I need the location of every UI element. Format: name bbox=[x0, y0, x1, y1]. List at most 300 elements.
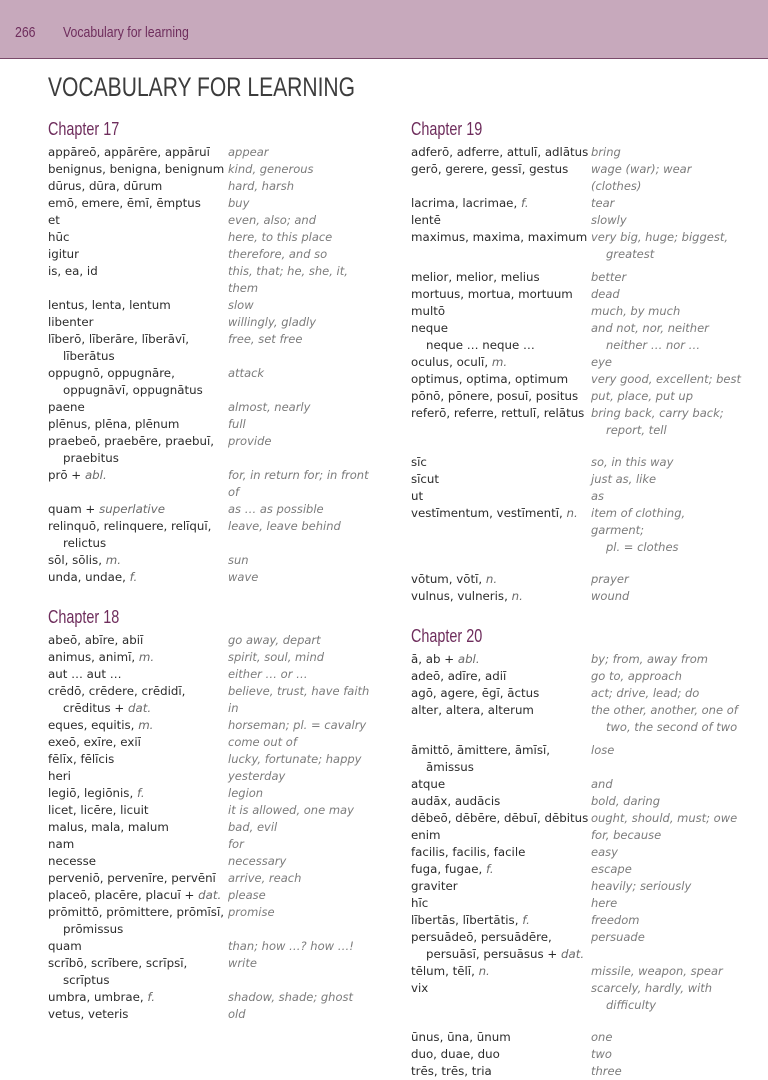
latin-term bbox=[48, 666, 228, 683]
english-gloss bbox=[228, 365, 378, 399]
latin-term-text: sōl, sōlis, bbox=[48, 553, 102, 567]
vocab-entry bbox=[411, 269, 741, 286]
latin-term bbox=[411, 844, 591, 861]
latin-term bbox=[48, 938, 228, 955]
english-gloss bbox=[591, 651, 741, 668]
latin-term-text: legiō, legiōnis, bbox=[48, 786, 134, 800]
vocab-entry bbox=[411, 320, 741, 354]
vocab-entry bbox=[48, 263, 378, 297]
grammar-note: f. bbox=[147, 990, 156, 1004]
latin-term bbox=[48, 501, 228, 518]
english-gloss bbox=[591, 320, 741, 354]
latin-term bbox=[411, 588, 591, 605]
latin-term-text: vix bbox=[411, 981, 429, 995]
vocab-entry bbox=[48, 632, 378, 649]
english-gloss-text: for bbox=[228, 837, 244, 851]
latin-term-text: benignus, benigna, benignum bbox=[48, 162, 225, 176]
vocab-entry bbox=[48, 683, 378, 717]
latin-term-text: dēbeō, dēbēre, dēbuī, dēbitus bbox=[411, 811, 589, 825]
english-gloss bbox=[591, 505, 741, 556]
english-gloss-text: bad, evil bbox=[228, 820, 278, 834]
english-gloss bbox=[591, 229, 741, 263]
latin-term bbox=[48, 1006, 228, 1023]
english-gloss-text: one bbox=[591, 1030, 613, 1044]
latin-term-text: quam + bbox=[48, 502, 96, 516]
english-gloss bbox=[591, 668, 741, 685]
english-gloss-text: legion bbox=[228, 786, 264, 800]
english-gloss bbox=[591, 303, 741, 320]
english-gloss-text: lose bbox=[591, 743, 615, 757]
latin-term bbox=[48, 246, 228, 263]
english-gloss bbox=[591, 354, 741, 371]
latin-term bbox=[48, 297, 228, 314]
grammar-note: m. bbox=[138, 718, 154, 732]
latin-term bbox=[48, 161, 228, 178]
latin-term-text: melior, melior, melius bbox=[411, 270, 540, 284]
english-gloss-text: for, in return for; in front of bbox=[228, 468, 369, 499]
latin-term-text: sīcut bbox=[411, 472, 440, 486]
english-gloss-text: as bbox=[591, 489, 605, 503]
vocab-entry bbox=[48, 501, 378, 518]
english-gloss bbox=[228, 569, 378, 586]
english-gloss-text: very good, excellent; best bbox=[591, 372, 741, 386]
vocab-entry bbox=[48, 518, 378, 552]
grammar-note: f. bbox=[136, 786, 145, 800]
english-gloss bbox=[591, 144, 741, 161]
grammar-note: f. bbox=[520, 196, 529, 210]
english-gloss-text: old bbox=[228, 1007, 246, 1021]
english-gloss-text: wound bbox=[591, 589, 630, 603]
english-gloss-text: lucky, fortunate; happy bbox=[228, 752, 362, 766]
english-gloss bbox=[591, 588, 741, 605]
english-gloss bbox=[228, 467, 378, 501]
latin-term bbox=[48, 365, 228, 399]
latin-term-text: unda, undae, bbox=[48, 570, 126, 584]
vocab-entry bbox=[411, 388, 741, 405]
vocab-entry bbox=[48, 569, 378, 586]
english-gloss-text: by; from, away from bbox=[591, 652, 708, 666]
latin-term bbox=[48, 649, 228, 666]
english-gloss-text: arrive, reach bbox=[228, 871, 302, 885]
vocab-entry bbox=[48, 955, 378, 989]
english-gloss bbox=[591, 571, 741, 588]
vocab-entry bbox=[411, 793, 741, 810]
latin-term-text: malus, mala, malum bbox=[48, 820, 169, 834]
grammar-note: m. bbox=[491, 355, 508, 369]
vocab-entry bbox=[48, 989, 378, 1006]
latin-term bbox=[411, 354, 591, 371]
latin-term-text: facilis, facilis, facile bbox=[411, 845, 526, 859]
latin-term bbox=[411, 742, 591, 776]
latin-term bbox=[411, 471, 591, 488]
latin-term-text: persuādeō, persuādēre, bbox=[411, 930, 552, 944]
english-gloss bbox=[228, 1006, 378, 1023]
english-gloss bbox=[228, 399, 378, 416]
latin-term-text: crēdō, crēdere, crēdidī, bbox=[48, 684, 186, 698]
english-gloss-text: buy bbox=[228, 196, 250, 210]
latin-term bbox=[411, 454, 591, 471]
english-gloss bbox=[591, 488, 741, 505]
latin-term bbox=[48, 955, 228, 989]
vocab-entry bbox=[411, 776, 741, 793]
english-gloss bbox=[228, 161, 378, 178]
english-gloss-text: even, also; and bbox=[228, 213, 316, 227]
english-gloss bbox=[591, 878, 741, 895]
english-gloss-text: shadow, shade; ghost bbox=[228, 990, 354, 1004]
latin-term-continuation: scrīptus bbox=[63, 973, 110, 987]
vocab-entry bbox=[48, 229, 378, 246]
latin-term-text: optimus, optima, optimum bbox=[411, 372, 569, 386]
vocab-entry bbox=[48, 717, 378, 734]
english-gloss-text: attack bbox=[228, 366, 265, 380]
latin-term-text: ut bbox=[411, 489, 424, 503]
grammar-note: m. bbox=[138, 650, 155, 664]
english-gloss bbox=[228, 938, 378, 955]
english-gloss-text: slow bbox=[228, 298, 254, 312]
latin-term bbox=[48, 768, 228, 785]
grammar-note: n. bbox=[511, 589, 523, 603]
english-gloss bbox=[228, 178, 378, 195]
vocab-entry bbox=[48, 212, 378, 229]
latin-term bbox=[48, 331, 228, 365]
english-gloss bbox=[591, 776, 741, 793]
english-gloss-text: here, to this place bbox=[228, 230, 333, 244]
vocab-entry bbox=[411, 488, 741, 505]
latin-term-text: sīc bbox=[411, 455, 427, 469]
latin-term-text: agō, agere, ēgī, āctus bbox=[411, 686, 540, 700]
english-gloss-text: better bbox=[591, 270, 627, 284]
english-gloss bbox=[591, 286, 741, 303]
vocab-section bbox=[411, 118, 741, 605]
latin-term-text: appāreō, appārēre, appāruī bbox=[48, 145, 210, 159]
vocab-entry bbox=[411, 405, 741, 439]
english-gloss-text: necessary bbox=[228, 854, 287, 868]
latin-term-text: lībertās, lībertātis, bbox=[411, 913, 519, 927]
latin-term-continuation: prōmissus bbox=[63, 922, 124, 936]
vocab-entry bbox=[411, 895, 741, 912]
latin-term-text: trēs, trēs, tria bbox=[411, 1064, 492, 1078]
english-gloss-text: easy bbox=[591, 845, 618, 859]
latin-term-text: adferō, adferre, attulī, adlātus bbox=[411, 145, 589, 159]
latin-term-text: is, ea, id bbox=[48, 264, 98, 278]
latin-term-text: multō bbox=[411, 304, 446, 318]
latin-term bbox=[411, 371, 591, 388]
english-gloss-text: almost, nearly bbox=[228, 400, 311, 414]
english-gloss-text: promise bbox=[228, 905, 275, 919]
grammar-note: n. bbox=[485, 572, 498, 586]
latin-term bbox=[411, 776, 591, 793]
page-number: 266 bbox=[15, 24, 36, 41]
vocab-entry bbox=[48, 195, 378, 212]
latin-term-text: prō + bbox=[48, 468, 82, 482]
english-gloss-text: dead bbox=[591, 287, 620, 301]
vocab-entry bbox=[411, 844, 741, 861]
latin-term bbox=[48, 552, 228, 569]
english-gloss bbox=[591, 371, 741, 388]
left-column bbox=[48, 118, 378, 1023]
latin-term bbox=[411, 488, 591, 505]
english-gloss-text: just as, like bbox=[591, 472, 657, 486]
latin-term-text: exeō, exīre, exiī bbox=[48, 735, 141, 749]
grammar-note: f. bbox=[485, 862, 494, 876]
latin-term bbox=[411, 1063, 591, 1080]
english-gloss bbox=[591, 702, 741, 736]
latin-term-continuation: līberātus bbox=[63, 349, 115, 363]
english-gloss bbox=[591, 980, 741, 1014]
latin-term-text: aut … aut … bbox=[48, 667, 122, 681]
english-gloss bbox=[228, 836, 378, 853]
english-gloss-text: escape bbox=[591, 862, 632, 876]
latin-term-text: alter, altera, alterum bbox=[411, 703, 534, 717]
vocab-entry bbox=[48, 649, 378, 666]
english-gloss-text: missile, weapon, spear bbox=[591, 964, 723, 978]
vocab-entry bbox=[48, 768, 378, 785]
english-gloss-text: the other, another, one of bbox=[591, 703, 738, 717]
vocab-entry bbox=[411, 1029, 741, 1046]
latin-term bbox=[411, 229, 591, 263]
latin-term bbox=[411, 388, 591, 405]
english-gloss bbox=[228, 751, 378, 768]
latin-term bbox=[48, 416, 228, 433]
english-gloss-text: it is allowed, one may bbox=[228, 803, 354, 817]
latin-term bbox=[411, 895, 591, 912]
english-gloss-text: this, that; he, she, it, them bbox=[228, 264, 348, 295]
vocab-entry bbox=[411, 702, 741, 736]
english-gloss-text: appear bbox=[228, 145, 269, 159]
latin-term-text: eques, equitis, bbox=[48, 718, 135, 732]
vocab-entry bbox=[411, 963, 741, 980]
latin-term-text: enim bbox=[411, 828, 441, 842]
vocab-entry bbox=[411, 571, 741, 588]
english-gloss bbox=[591, 912, 741, 929]
vocab-entry bbox=[48, 552, 378, 569]
latin-term bbox=[411, 912, 591, 929]
latin-term-continuation: crēditus + bbox=[63, 701, 125, 715]
latin-term-text: libenter bbox=[48, 315, 94, 329]
english-gloss-text: ought, should, must; owe bbox=[591, 811, 738, 825]
latin-term bbox=[48, 433, 228, 467]
english-gloss-text: provide bbox=[228, 434, 272, 448]
vocab-entry bbox=[411, 980, 741, 1014]
english-gloss-text: kind, generous bbox=[228, 162, 314, 176]
latin-term-text: vulnus, vulneris, bbox=[411, 589, 508, 603]
latin-term-text: abeō, abīre, abiī bbox=[48, 633, 144, 647]
vocab-entry bbox=[48, 297, 378, 314]
vocab-entry bbox=[48, 1006, 378, 1023]
vocab-entry bbox=[411, 229, 741, 263]
latin-term bbox=[411, 793, 591, 810]
vocab-entry bbox=[48, 178, 378, 195]
vocab-entry bbox=[48, 416, 378, 433]
english-gloss-text: so, in this way bbox=[591, 455, 674, 469]
latin-term bbox=[48, 195, 228, 212]
latin-term-text: placeō, placēre, placuī + bbox=[48, 888, 195, 902]
english-gloss bbox=[591, 810, 741, 827]
english-gloss-text: for, because bbox=[591, 828, 662, 842]
latin-term bbox=[411, 1046, 591, 1063]
latin-term bbox=[411, 980, 591, 1014]
english-gloss-text: go away, depart bbox=[228, 633, 321, 647]
english-gloss bbox=[228, 853, 378, 870]
english-gloss-text: spirit, soul, mind bbox=[228, 650, 325, 664]
latin-term-text: paene bbox=[48, 400, 85, 414]
latin-term-continuation: oppugnāvī, oppugnātus bbox=[63, 383, 203, 397]
vocab-section bbox=[411, 625, 741, 1080]
english-gloss-text: much, by much bbox=[591, 304, 681, 318]
english-gloss bbox=[228, 989, 378, 1006]
english-gloss bbox=[591, 827, 741, 844]
english-gloss-text: please bbox=[228, 888, 266, 902]
latin-term-text: lentē bbox=[411, 213, 441, 227]
vocab-entry bbox=[411, 742, 741, 776]
latin-term bbox=[48, 569, 228, 586]
latin-term bbox=[411, 1029, 591, 1046]
vocab-entry bbox=[48, 751, 378, 768]
english-gloss bbox=[228, 212, 378, 229]
latin-term bbox=[411, 827, 591, 844]
vocab-entry bbox=[48, 853, 378, 870]
latin-term bbox=[48, 904, 228, 938]
latin-term bbox=[411, 668, 591, 685]
vocab-entry bbox=[48, 161, 378, 178]
vocab-entry bbox=[411, 286, 741, 303]
latin-term-continuation-line bbox=[411, 946, 591, 963]
latin-term bbox=[411, 929, 591, 963]
english-gloss bbox=[228, 314, 378, 331]
vocab-entry bbox=[411, 912, 741, 929]
latin-term bbox=[411, 144, 591, 161]
latin-term-text: oppugnō, oppugnāre, bbox=[48, 366, 175, 380]
english-gloss bbox=[591, 895, 741, 912]
vocab-entry bbox=[48, 144, 378, 161]
english-gloss bbox=[228, 887, 378, 904]
english-gloss-text: heavily; seriously bbox=[591, 879, 692, 893]
grammar-note: n. bbox=[566, 506, 578, 520]
latin-term bbox=[48, 802, 228, 819]
grammar-note: abl. bbox=[457, 652, 480, 666]
vocab-entry bbox=[411, 929, 741, 963]
latin-term-text: hīc bbox=[411, 896, 429, 910]
english-gloss bbox=[228, 666, 378, 683]
latin-term-text: igitur bbox=[48, 247, 79, 261]
latin-term-text: lentus, lenta, lentum bbox=[48, 298, 171, 312]
latin-term-text: perveniō, pervenīre, pervēnī bbox=[48, 871, 216, 885]
latin-term bbox=[48, 467, 228, 501]
english-gloss-text: freedom bbox=[591, 913, 640, 927]
english-gloss-text: and not, nor, neither bbox=[591, 321, 709, 335]
english-gloss bbox=[228, 768, 378, 785]
english-gloss bbox=[228, 501, 378, 518]
vocab-entry bbox=[48, 365, 378, 399]
latin-term bbox=[48, 989, 228, 1006]
english-gloss-text: persuade bbox=[591, 930, 645, 944]
grammar-note: dat. bbox=[198, 888, 222, 902]
vocab-entry bbox=[411, 371, 741, 388]
english-gloss-text: slowly bbox=[591, 213, 627, 227]
english-gloss-text: believe, trust, have faith in bbox=[228, 684, 370, 715]
latin-term bbox=[48, 399, 228, 416]
latin-term bbox=[48, 734, 228, 751]
vocab-entry bbox=[411, 810, 741, 827]
latin-term-text: gerō, gerere, gessī, gestus bbox=[411, 162, 569, 176]
latin-term-text: plēnus, plēna, plēnum bbox=[48, 417, 180, 431]
english-gloss-text: hard, harsh bbox=[228, 179, 295, 193]
latin-term-text: vestīmentum, vestīmentī, bbox=[411, 506, 563, 520]
latin-term bbox=[411, 286, 591, 303]
english-gloss-continuation: two, the second of two bbox=[606, 720, 738, 734]
running-head: Vocabulary for learning bbox=[63, 24, 189, 41]
vocab-entry bbox=[411, 303, 741, 320]
latin-term-text: relinquō, relinquere, relīquī, bbox=[48, 519, 212, 533]
latin-term bbox=[411, 651, 591, 668]
english-gloss-text: willingly, gladly bbox=[228, 315, 317, 329]
latin-term bbox=[411, 878, 591, 895]
latin-term bbox=[48, 212, 228, 229]
english-gloss-text: item of clothing, garment; bbox=[591, 506, 686, 537]
latin-term bbox=[48, 870, 228, 887]
latin-term bbox=[411, 963, 591, 980]
vocab-entry bbox=[411, 471, 741, 488]
latin-term-text: audāx, audācis bbox=[411, 794, 501, 808]
english-gloss bbox=[228, 263, 378, 297]
latin-term bbox=[48, 144, 228, 161]
english-gloss-text: act; drive, lead; do bbox=[591, 686, 700, 700]
latin-term-text: fēlīx, fēlīcis bbox=[48, 752, 115, 766]
english-gloss bbox=[591, 454, 741, 471]
latin-term-text: duo, duae, duo bbox=[411, 1047, 500, 1061]
vocab-entry bbox=[411, 878, 741, 895]
latin-term-text: necesse bbox=[48, 854, 97, 868]
latin-term-text: heri bbox=[48, 769, 71, 783]
latin-term-text: līberō, līberāre, līberāvī, bbox=[48, 332, 189, 346]
latin-term-text: scrībō, scrībere, scrīpsī, bbox=[48, 956, 188, 970]
page-header bbox=[0, 0, 768, 59]
english-gloss-text: as … as possible bbox=[228, 502, 324, 516]
latin-term bbox=[48, 178, 228, 195]
vocab-entry bbox=[48, 802, 378, 819]
english-gloss bbox=[228, 552, 378, 569]
vocab-entry bbox=[411, 195, 741, 212]
latin-term-text: animus, animī, bbox=[48, 650, 136, 664]
english-gloss-text: here bbox=[591, 896, 618, 910]
english-gloss-text: sun bbox=[228, 553, 249, 567]
latin-term-text: fuga, fugae, bbox=[411, 862, 483, 876]
chapter-heading: Chapter 20 bbox=[411, 626, 483, 646]
latin-term-text: āmittō, āmittere, āmīsī, bbox=[411, 743, 550, 757]
english-gloss bbox=[228, 331, 378, 365]
latin-term bbox=[411, 161, 591, 195]
vocab-entry bbox=[48, 836, 378, 853]
english-gloss bbox=[228, 229, 378, 246]
english-gloss-text: full bbox=[228, 417, 246, 431]
english-gloss-text: very big, huge; biggest, bbox=[591, 230, 728, 244]
vocab-entry bbox=[411, 827, 741, 844]
english-gloss-continuation: report, tell bbox=[606, 423, 667, 437]
chapter-heading: Chapter 17 bbox=[48, 119, 120, 139]
latin-term-text: maximus, maxima, maximum bbox=[411, 230, 588, 244]
latin-term-continuation-line bbox=[48, 700, 228, 717]
latin-term-text: et bbox=[48, 213, 60, 227]
vocab-entry bbox=[48, 467, 378, 501]
latin-term-text: hūc bbox=[48, 230, 70, 244]
english-gloss-text: go to, approach bbox=[591, 669, 682, 683]
vocab-entry bbox=[411, 588, 741, 605]
latin-term bbox=[411, 810, 591, 827]
latin-term bbox=[411, 505, 591, 556]
english-gloss-text: come out of bbox=[228, 735, 297, 749]
latin-term-text: vōtum, vōtī, bbox=[411, 572, 483, 586]
english-gloss-text: scarcely, hardly, with bbox=[591, 981, 713, 995]
